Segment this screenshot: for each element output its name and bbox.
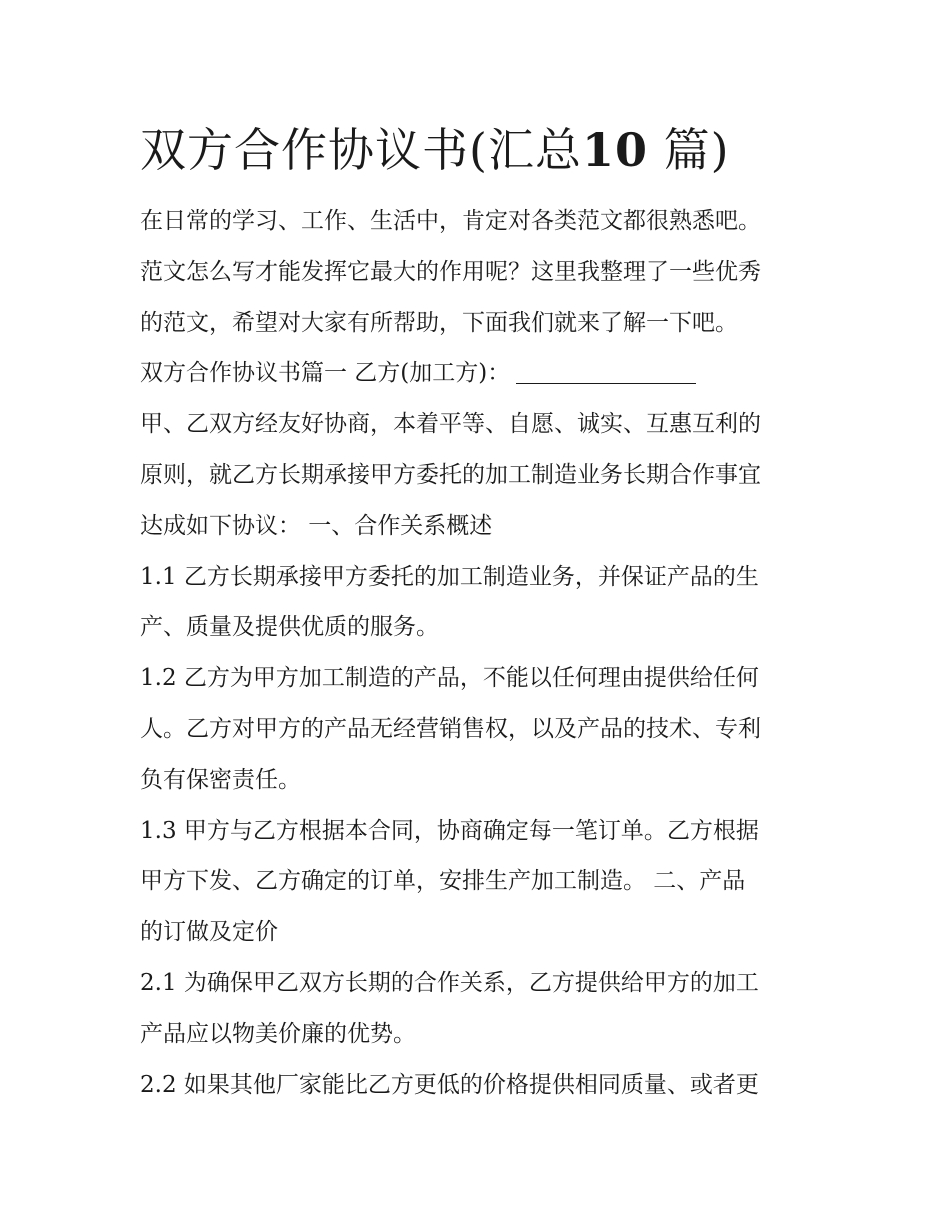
body-line: 1.3 甲方与乙方根据本合同，协商确定每一笔订单。乙方根据 — [140, 817, 759, 844]
title-number: 10 — [581, 123, 648, 177]
title-prefix: 双方合作协议书(汇总 — [140, 123, 582, 177]
document-body — [140, 196, 830, 1110]
body-line: 2.2 如果其他厂家能比乙方更低的价格提供相同质量、或者更 — [140, 1071, 759, 1098]
body-line: 达成如下协议： 一、合作关系概述 — [140, 512, 493, 539]
body-line-with-blank — [140, 348, 830, 399]
body-line: 的范文，希望对大家有所帮助，下面我们就来了解一下吧。 — [140, 309, 738, 336]
body-line: 产、质量及提供优质的服务。 — [140, 614, 439, 641]
body-line-text: 双方合作协议书篇一 乙方(加工方)： — [140, 360, 511, 387]
body-line: 在日常的学习、工作、生活中，肯定对各类范文都很熟悉吧。 — [140, 208, 761, 234]
body-line: 人。乙方对甲方的产品无经营销售权，以及产品的技术、专利 — [140, 715, 761, 742]
body-line: 原则，就乙方长期承接甲方委托的加工制造业务长期合作事宜 — [140, 461, 761, 488]
document-title — [140, 118, 830, 182]
body-line: 2.1 为确保甲乙双方长期的合作关系，乙方提供给甲方的加工 — [140, 969, 759, 996]
body-line: 1.2 乙方为甲方加工制造的产品，不能以任何理由提供给任何 — [140, 665, 759, 692]
body-line: 产品应以物美价廉的优势。 — [140, 1020, 416, 1047]
title-suffix: 篇) — [663, 123, 730, 177]
body-line: 的订做及定价 — [140, 919, 278, 946]
body-line: 甲方下发、乙方确定的订单，安排生产加工制造。 二、产品 — [140, 868, 746, 895]
document-page — [140, 118, 830, 1110]
body-line: 范文怎么写才能发挥它最大的作用呢？这里我整理了一些优秀 — [140, 258, 761, 285]
body-line: 1.1 乙方长期承接甲方委托的加工制造业务，并保证产品的生 — [140, 563, 759, 590]
fill-in-blank — [516, 353, 696, 384]
body-line: 负有保密责任。 — [140, 766, 301, 793]
body-line: 甲、乙双方经友好协商，本着平等、自愿、诚实、互惠互利的 — [140, 411, 761, 438]
